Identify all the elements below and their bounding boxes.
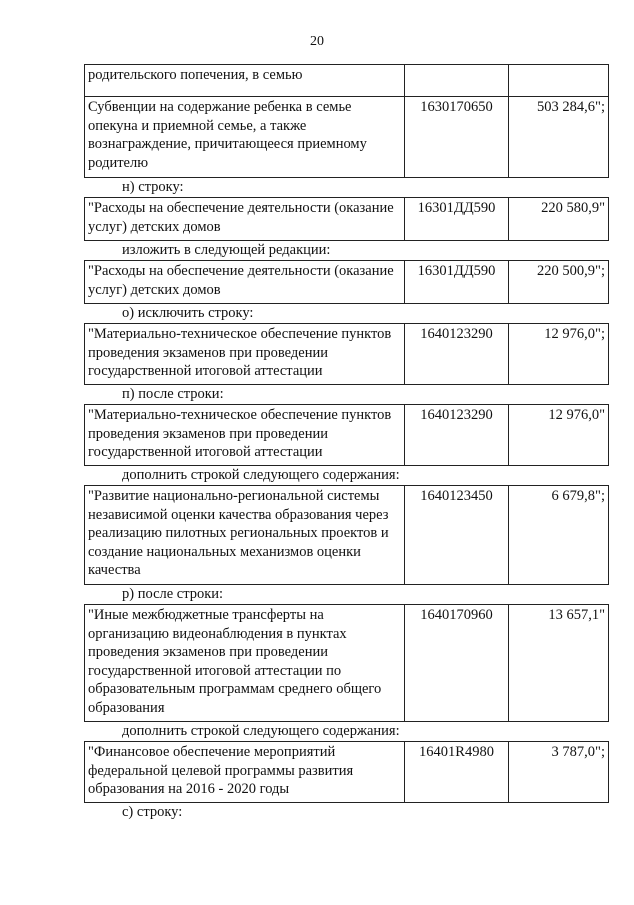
row-name: "Материально-техническое обеспечение пунктов проведения экзаменов при проведении государственной итоговой аттестации [85,405,405,465]
row-code: 1630170650 [405,97,509,177]
row-amount: 3 787,0"; [551,744,605,760]
instruction-text: дополнить строкой следующего содержания: [84,722,609,742]
table-row [84,198,609,241]
amendment-table [84,64,609,822]
row-code: 1640123290 [405,324,509,384]
row-amount: 503 284,6"; [537,99,605,115]
row-amount: 6 679,8"; [551,488,605,504]
table-row [84,97,609,178]
row-name: "Финансовое обеспечение мероприятий федеральной целевой программы развития образования на 2016 - 2020 годы [85,742,405,802]
row-code: 16401R4980 [405,742,509,802]
instruction-text: дополнить строкой следующего содержания: [84,466,609,486]
page-number: 20 [310,34,324,49]
instruction-text: изложить в следующей редакции: [84,241,609,261]
row-amount: 220 500,9"; [537,263,605,279]
row-amount [509,65,608,96]
instruction-text: н) строку: [84,178,609,198]
row-name: "Иные межбюджетные трансферты на организацию видеонаблюдения в пунктах проведения экзаменов при проведении государственной итоговой аттестации по образовательным программам среднего общего образования [85,605,405,721]
row-name: родительского попечения, в семью [85,65,405,96]
table-row [84,486,609,585]
row-code: 1640123450 [405,486,509,584]
row-name: "Расходы на обеспечение деятельности (оказание услуг) детских домов [85,261,405,303]
table-row [84,324,609,385]
instruction-text: п) после строки: [84,385,609,405]
row-amount: 12 976,0"; [544,326,605,342]
instruction-text: р) после строки: [84,585,609,605]
row-amount: 12 976,0" [548,407,605,423]
row-code: 16301ДД590 [405,261,509,303]
instruction-text: с) строку: [122,804,183,820]
row-code [405,65,509,96]
row-name: Субвенции на содержание ребенка в семье опекуна и приемной семье, а также вознаграждение, причитающееся приемному родителю [85,97,405,177]
instruction-text: о) исключить строку: [84,304,609,324]
table-row [84,64,609,97]
table-row [84,742,609,803]
table-row [84,605,609,722]
row-code: 16301ДД590 [405,198,509,240]
row-amount: 13 657,1" [548,607,605,623]
table-row [84,405,609,466]
row-code: 1640123290 [405,405,509,465]
row-name: "Развитие национально-региональной системы независимой оценки качества образования через реализацию пилотных региональных проектов и создание национальных механизмов оценки качества [85,486,405,584]
table-row [84,261,609,304]
row-code: 1640170960 [405,605,509,721]
row-amount: 220 580,9" [541,200,605,216]
row-name: "Материально-техническое обеспечение пунктов проведения экзаменов при проведении государственной итоговой аттестации [85,324,405,384]
row-name: "Расходы на обеспечение деятельности (оказание услуг) детских домов [85,198,405,240]
